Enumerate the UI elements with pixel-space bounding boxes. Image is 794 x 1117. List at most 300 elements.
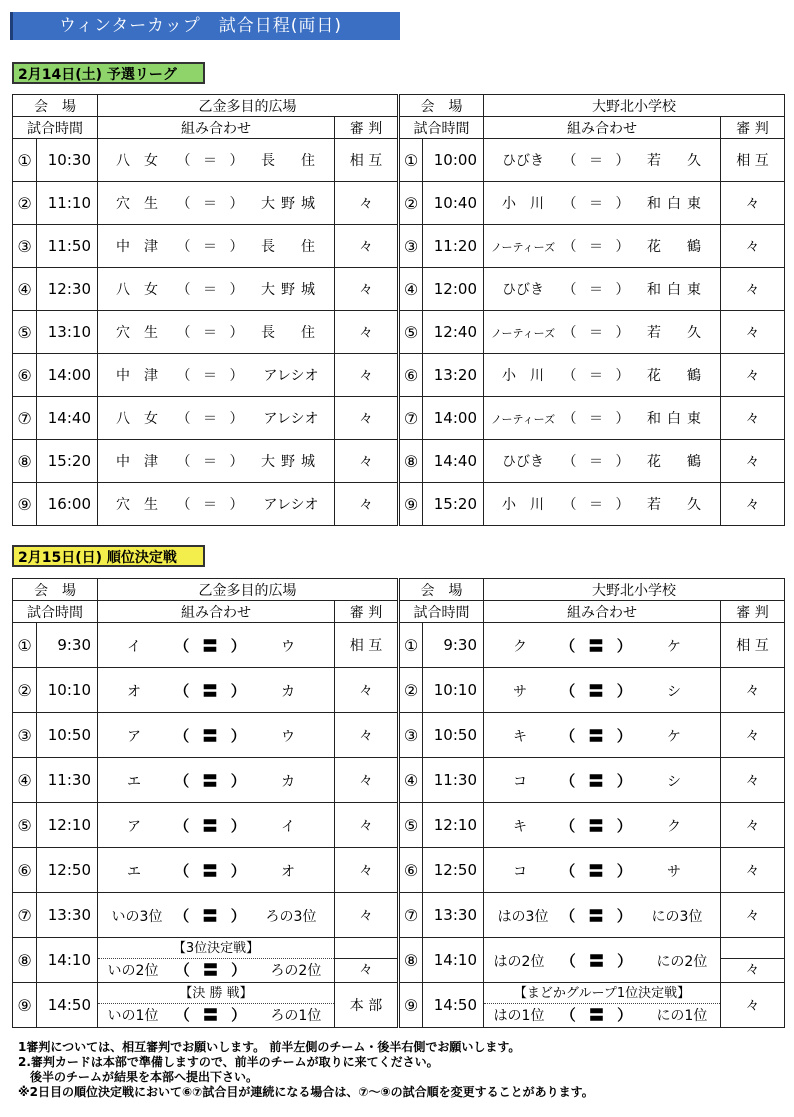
table-row [13,268,785,311]
score-box: （ ＝ ） [562,325,634,341]
match-number: ④ [399,758,423,803]
match-number: ③ [399,225,423,268]
score-box: （ 〓 ） [560,726,636,745]
venue-a-name: 乙金多目的広場 [98,579,399,601]
score-box: （ ＝ ） [176,454,248,470]
team-left: コ [513,773,533,790]
day1-label: 2月14日(土) 予選リーグ [12,62,205,84]
team-left: 中 津 [116,239,158,255]
matchup-cell [484,440,721,483]
matchup-cell [484,182,721,225]
match-number: ⑥ [13,354,37,397]
match-time: 9:30 [423,623,484,668]
score-box: （ ＝ ） [562,454,634,470]
score-box: （ ＝ ） [176,196,248,212]
day1-schedule-table [12,94,785,526]
matchup-cell [98,713,335,758]
table-row [13,440,785,483]
team-left: 穴 生 [116,196,158,212]
team-left: はの1位 [493,1007,545,1024]
match-header: 組み合わせ [98,117,335,139]
referee-header: 審 判 [721,117,785,139]
team-right: にの1位 [656,1007,708,1024]
team-left: いの1位 [107,1007,159,1024]
team-left: ク [513,638,533,655]
team-right: 花 鶴 [647,454,707,470]
match-number: ⑤ [399,803,423,848]
venue-b-name: 大野北小学校 [484,579,785,601]
matchup-cell [98,225,335,268]
score-box: （ ＝ ） [176,368,248,384]
match-time: 11:30 [423,758,484,803]
table-row [13,623,785,668]
match-time: 11:10 [37,182,98,225]
score-box: （ 〓 ） [560,1005,637,1024]
team-right: 若 久 [647,153,707,169]
team-left: ノーティーズ [490,241,556,254]
match-time: 11:20 [423,225,484,268]
table-row [13,758,785,803]
match-number: ③ [13,225,37,268]
match-time: 12:00 [423,268,484,311]
team-right: 若 久 [647,325,707,341]
venue-label: 会 場 [399,579,484,601]
referee: 々 [721,311,785,354]
score-box: （ 〓 ） [560,906,636,925]
match-header: 組み合わせ [98,601,335,623]
match-subtitle: 【決 勝 戦】 [98,984,334,1004]
referee: 々 [335,440,399,483]
referee: 々 [721,758,785,803]
matchup-cell [98,311,335,354]
team-left: 八 女 [116,411,158,427]
team-left: いの2位 [107,962,159,979]
referee: 々 [335,848,399,893]
score-box: （ 〓 ） [560,816,636,835]
matchup-cell [484,803,721,848]
team-right: ウ [281,728,301,745]
team-left: ア [127,728,147,745]
score-box: （ 〓 ） [174,681,250,700]
referee: 々 [335,268,399,311]
team-left: エ [127,863,147,880]
team-left: キ [513,728,533,745]
referee: 相 互 [335,139,399,182]
match-time: 10:50 [423,713,484,758]
score-box: （ 〓 ） [174,861,250,880]
match-time: 14:40 [423,440,484,483]
team-right: オ [281,863,301,880]
score-box: （ ＝ ） [176,325,248,341]
team-left: 穴 生 [116,325,158,341]
score-box: （ 〓 ） [174,816,250,835]
matchup-cell [98,983,335,1028]
matchup-cell [484,893,721,938]
matchup-cell [98,483,335,526]
matchup-cell [484,668,721,713]
match-time: 13:20 [423,354,484,397]
match-time: 12:50 [37,848,98,893]
team-left: 小 川 [502,196,544,212]
match-time: 14:50 [37,983,98,1028]
matchup-cell [98,354,335,397]
team-right: 大野城 [261,282,321,298]
match-number: ⑤ [13,311,37,354]
match-number: ① [399,139,423,182]
score-box: （ 〓 ） [174,1005,251,1024]
match-number: ① [13,139,37,182]
table-row [13,483,785,526]
score-box: （ ＝ ） [176,411,248,427]
match-time: 9:30 [37,623,98,668]
referee: 々 [335,182,399,225]
team-right: ろの2位 [270,962,322,979]
match-number: ⑥ [13,848,37,893]
matchup-cell [98,668,335,713]
match-time: 14:00 [37,354,98,397]
team-left: オ [127,683,147,700]
match-number: ⑦ [399,397,423,440]
team-left: はの2位 [493,953,545,970]
table-row [13,668,785,713]
match-number: ⑧ [399,440,423,483]
referee: 々 [335,758,399,803]
match-number: ② [399,668,423,713]
referee: 々 [721,483,785,526]
match-time: 14:50 [423,983,484,1028]
referee: 々 [335,311,399,354]
match-number: ④ [13,268,37,311]
venue-a-name: 乙金多目的広場 [98,95,399,117]
match-time: 14:00 [423,397,484,440]
matchup-cell [484,225,721,268]
score-box: （ 〓 ） [174,636,250,655]
referee: 々 [721,268,785,311]
table-row [13,354,785,397]
referee: 々 [335,893,399,938]
match-number: ③ [13,713,37,758]
score-box: （ 〓 ） [560,771,636,790]
match-time: 12:30 [37,268,98,311]
team-right: 長 住 [261,153,321,169]
match-time: 10:10 [423,668,484,713]
team-right: アレシオ [263,497,319,513]
time-header: 試合時間 [13,601,98,623]
matchup-cell [484,483,721,526]
team-right: カ [281,683,301,700]
note-line: 後半のチームが結果を本部へ提出下さい。 [18,1070,259,1084]
matchup-cell [484,311,721,354]
table-row [13,139,785,182]
matchup-cell [98,268,335,311]
referee: 々 [335,225,399,268]
note-line: 2.審判カードは本部で準備しますので、前半のチームが取りに来てください。 [18,1055,439,1069]
venue-b-name: 大野北小学校 [484,95,785,117]
table-row [13,938,785,983]
match-time: 10:50 [37,713,98,758]
match-number: ⑨ [13,983,37,1028]
score-box: （ 〓 ） [174,906,250,925]
match-number: ④ [13,758,37,803]
referee: 々 [335,938,399,983]
score-box: （ ＝ ） [562,368,634,384]
match-header: 組み合わせ [484,117,721,139]
team-left: いの3位 [111,908,163,925]
notes [18,1040,788,1100]
score-box: （ ＝ ） [176,153,248,169]
match-time: 11:30 [37,758,98,803]
matchup-cell [484,983,721,1028]
score-box: （ ＝ ） [562,411,634,427]
team-right: 大野城 [261,454,321,470]
match-time: 14:10 [423,938,484,983]
venue-label: 会 場 [13,95,98,117]
referee: 々 [721,182,785,225]
team-left: ひびき [502,153,544,169]
team-right: イ [281,818,301,835]
score-box: （ 〓 ） [560,951,637,970]
team-right: 和白東 [647,196,707,212]
matchup-cell [98,893,335,938]
day2-label: 2月15日(日) 順位決定戦 [12,545,205,567]
score-box: （ ＝ ） [562,282,634,298]
team-right: ク [667,818,687,835]
team-left: イ [127,638,147,655]
team-right: にの3位 [651,908,703,925]
team-right: 長 住 [261,239,321,255]
match-number: ⑤ [399,311,423,354]
referee-header: 審 判 [335,117,399,139]
matchup-cell [484,397,721,440]
score-box: （ 〓 ） [174,726,250,745]
matchup-cell [484,268,721,311]
referee: 相 互 [721,623,785,668]
table-row [13,397,785,440]
match-number: ⑦ [13,893,37,938]
referee: 々 [721,938,785,983]
table-row [13,848,785,893]
referee: 々 [721,713,785,758]
team-left: ノーティーズ [490,413,556,426]
team-left: ノーティーズ [490,327,556,340]
matchup-cell [484,713,721,758]
match-subtitle: 【3位決定戦】 [98,939,334,959]
time-header: 試合時間 [399,117,484,139]
matchup-cell [98,758,335,803]
time-header: 試合時間 [13,117,98,139]
match-header: 組み合わせ [484,601,721,623]
match-number: ⑥ [399,354,423,397]
match-number: ⑧ [13,938,37,983]
table-row [13,713,785,758]
match-time: 15:20 [423,483,484,526]
note-line: ※2日目の順位決定戦において⑥⑦試合目が連続になる場合は、⑦～⑨の試合順を変更することがあります。 [18,1085,594,1099]
referee-header: 審 判 [721,601,785,623]
match-number: ⑨ [399,983,423,1028]
match-time: 13:10 [37,311,98,354]
score-box: （ 〓 ） [174,960,251,979]
match-number: ④ [399,268,423,311]
team-left: キ [513,818,533,835]
match-number: ⑥ [399,848,423,893]
team-left: ひびき [502,454,544,470]
match-number: ⑨ [399,483,423,526]
team-left: はの3位 [497,908,549,925]
page-title: ウィンターカップ 試合日程(両日) [10,12,400,40]
referee: 々 [335,397,399,440]
matchup-cell [484,354,721,397]
venue-label: 会 場 [13,579,98,601]
match-number: ⑧ [399,938,423,983]
referee: 々 [721,803,785,848]
match-number: ⑨ [13,483,37,526]
referee: 々 [335,803,399,848]
team-left: 八 女 [116,153,158,169]
team-right: ろの1位 [270,1007,322,1024]
referee-header: 審 判 [335,601,399,623]
match-number: ③ [399,713,423,758]
match-time: 10:30 [37,139,98,182]
referee: 々 [721,668,785,713]
team-left: コ [513,863,533,880]
referee: 相 互 [721,139,785,182]
referee: 々 [721,354,785,397]
day2-schedule-table [12,578,785,1028]
match-number: ⑧ [13,440,37,483]
team-left: 中 津 [116,368,158,384]
match-time: 16:00 [37,483,98,526]
matchup-cell [98,440,335,483]
team-right: 花 鶴 [647,368,707,384]
team-right: 花 鶴 [647,239,707,255]
referee: 々 [721,848,785,893]
team-left: エ [127,773,147,790]
matchup-cell [98,848,335,893]
match-time: 14:10 [37,938,98,983]
match-time: 12:10 [423,803,484,848]
match-time: 10:10 [37,668,98,713]
match-time: 13:30 [37,893,98,938]
match-time: 13:30 [423,893,484,938]
match-time: 10:00 [423,139,484,182]
score-box: （ ＝ ） [562,153,634,169]
score-box: （ 〓 ） [174,771,250,790]
score-box: （ ＝ ） [562,497,634,513]
team-right: にの2位 [656,953,708,970]
team-left: 穴 生 [116,497,158,513]
match-time: 14:40 [37,397,98,440]
team-right: カ [281,773,301,790]
matchup-cell [98,139,335,182]
matchup-cell [98,803,335,848]
referee: 々 [721,983,785,1028]
table-row [13,225,785,268]
score-box: （ ＝ ） [562,239,634,255]
team-right: ケ [667,638,687,655]
score-box: （ 〓 ） [560,861,636,880]
time-header: 試合時間 [399,601,484,623]
table-row [13,182,785,225]
matchup-cell [98,938,335,983]
referee: 相 互 [335,623,399,668]
team-right: 和白東 [647,411,707,427]
match-number: ② [13,668,37,713]
team-right: ケ [667,728,687,745]
score-box: （ 〓 ） [560,636,636,655]
match-number: ⑤ [13,803,37,848]
team-right: 若 久 [647,497,707,513]
matchup-cell [98,623,335,668]
team-right: 和白東 [647,282,707,298]
team-right: ろの3位 [265,908,317,925]
team-left: ひびき [502,282,544,298]
matchup-cell [98,397,335,440]
note-line: 1審判については、相互審判でお願いします。 前半左側のチーム・後半右側でお願いします。 [18,1040,521,1054]
match-time: 11:50 [37,225,98,268]
matchup-cell [484,139,721,182]
referee: 々 [335,668,399,713]
matchup-cell [98,182,335,225]
matchup-cell [484,938,721,983]
matchup-cell [484,623,721,668]
team-left: 中 津 [116,454,158,470]
team-left: サ [513,683,533,700]
match-number: ① [13,623,37,668]
team-right: シ [667,773,687,790]
match-number: ⑦ [399,893,423,938]
matchup-cell [484,848,721,893]
team-left: 八 女 [116,282,158,298]
table-row [13,311,785,354]
team-right: サ [667,863,687,880]
matchup-cell [484,758,721,803]
table-row [13,893,785,938]
team-right: ウ [281,638,301,655]
match-time: 10:40 [423,182,484,225]
referee: 々 [721,225,785,268]
team-right: シ [667,683,687,700]
team-left: ア [127,818,147,835]
table-row [13,803,785,848]
match-time: 12:40 [423,311,484,354]
match-subtitle: 【まどかグループ1位決定戦】 [484,984,720,1004]
score-box: （ 〓 ） [560,681,636,700]
match-time: 12:50 [423,848,484,893]
match-number: ① [399,623,423,668]
referee: 々 [335,483,399,526]
referee: 々 [721,397,785,440]
score-box: （ ＝ ） [562,196,634,212]
score-box: （ ＝ ） [176,497,248,513]
venue-label: 会 場 [399,95,484,117]
match-number: ② [399,182,423,225]
table-row [13,983,785,1028]
score-box: （ ＝ ） [176,239,248,255]
match-number: ② [13,182,37,225]
team-right: アレシオ [263,411,319,427]
score-box: （ ＝ ） [176,282,248,298]
referee: 々 [721,440,785,483]
match-time: 12:10 [37,803,98,848]
match-time: 15:20 [37,440,98,483]
referee: 々 [335,354,399,397]
team-right: 大野城 [261,196,321,212]
referee: 々 [335,713,399,758]
referee: 々 [721,893,785,938]
team-left: 小 川 [502,368,544,384]
team-left: 小 川 [502,497,544,513]
team-right: アレシオ [263,368,319,384]
